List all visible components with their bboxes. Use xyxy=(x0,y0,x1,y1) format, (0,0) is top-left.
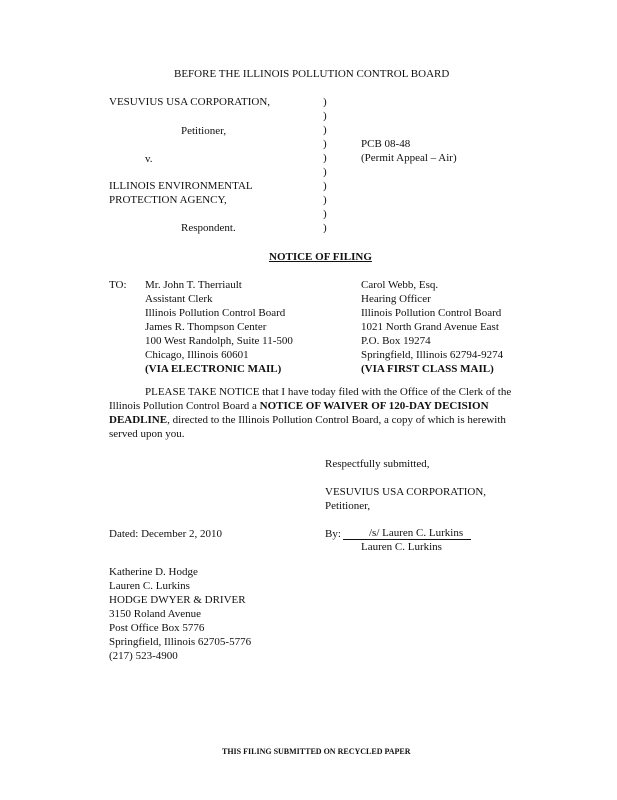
petitioner-name: VESUVIUS USA CORPORATION, xyxy=(109,96,271,108)
caption-paren: ) xyxy=(323,208,327,220)
recipient-right-line: Illinois Pollution Control Board xyxy=(361,307,502,319)
recipient-left-line: Mr. John T. Therriault xyxy=(145,279,242,291)
notice-document-title: NOTICE OF WAIVER OF 120-DAY DECISION DEADLINE xyxy=(109,400,489,426)
signature-role: Petitioner, xyxy=(325,500,371,512)
notice-paragraph xyxy=(109,385,519,441)
case-type: (Permit Appeal – Air) xyxy=(361,152,457,164)
notice-title: NOTICE OF FILING xyxy=(269,251,372,263)
board-title: BEFORE THE ILLINOIS POLLUTION CONTROL BOARD xyxy=(174,68,450,80)
caption-paren: ) xyxy=(323,222,327,234)
caption-paren: ) xyxy=(323,152,327,164)
recipient-left-line: Illinois Pollution Control Board xyxy=(145,307,286,319)
versus: v. xyxy=(145,153,153,165)
signature-text: /s/ Lauren C. Lurkins xyxy=(369,527,464,539)
respondent-line-2: PROTECTION AGENCY, xyxy=(109,194,227,206)
caption-paren: ) xyxy=(323,138,327,150)
recipient-left-line: James R. Thompson Center xyxy=(145,321,267,333)
caption-paren: ) xyxy=(323,194,327,206)
recipient-right-line: P.O. Box 19274 xyxy=(361,335,431,347)
attorney-line: Lauren C. Lurkins xyxy=(109,580,190,592)
recipient-right-line: 1021 North Grand Avenue East xyxy=(361,321,499,333)
caption-paren: ) xyxy=(323,124,327,136)
footer-notice: THIS FILING SUBMITTED ON RECYCLED PAPER xyxy=(222,747,411,756)
closing: Respectfully submitted, xyxy=(325,458,430,470)
printed-name: Lauren C. Lurkins xyxy=(361,541,442,553)
attorney-line: 3150 Roland Avenue xyxy=(109,608,202,620)
petitioner-role: Petitioner, xyxy=(181,125,227,137)
attorney-line: HODGE DWYER & DRIVER xyxy=(109,594,246,606)
attorney-line: Springfield, Illinois 62705-5776 xyxy=(109,636,252,648)
recipient-left-line: Assistant Clerk xyxy=(145,293,213,305)
attorney-line: Post Office Box 5776 xyxy=(109,622,205,634)
attorney-line: (217) 523-4900 xyxy=(109,650,178,662)
recipient-right-line: Carol Webb, Esq. xyxy=(361,279,439,291)
recipient-left-line: 100 West Randolph, Suite 11-500 xyxy=(145,335,293,347)
recipient-left-via: (VIA ELECTRONIC MAIL) xyxy=(145,363,282,375)
caption-paren: ) xyxy=(323,110,327,122)
by-label: By: xyxy=(325,528,341,540)
caption-paren: ) xyxy=(323,166,327,178)
notice-text-part2: , directed to the Illinois Pollution Control Board, a copy of which is herewith served upon you. xyxy=(109,414,506,440)
caption-paren: ) xyxy=(323,180,327,192)
respondent-role: Respondent. xyxy=(181,222,236,234)
caption-paren: ) xyxy=(323,96,327,108)
respondent-line-1: ILLINOIS ENVIRONMENTAL xyxy=(109,180,253,192)
signature-company: VESUVIUS USA CORPORATION, xyxy=(325,486,487,498)
dated-line: Dated: December 2, 2010 xyxy=(109,528,223,540)
notice-text-part1: PLEASE TAKE NOTICE that I have today filed with the Office of the Clerk of the Illinois Pollution Control Board a xyxy=(109,386,512,412)
recipient-right-via: (VIA FIRST CLASS MAIL) xyxy=(361,363,494,375)
to-label: TO: xyxy=(109,279,127,291)
case-number: PCB 08-48 xyxy=(361,138,411,150)
recipient-right-line: Hearing Officer xyxy=(361,293,431,305)
attorney-line: Katherine D. Hodge xyxy=(109,566,198,578)
recipient-left-line: Chicago, Illinois 60601 xyxy=(145,349,249,361)
recipient-right-line: Springfield, Illinois 62794-9274 xyxy=(361,349,504,361)
